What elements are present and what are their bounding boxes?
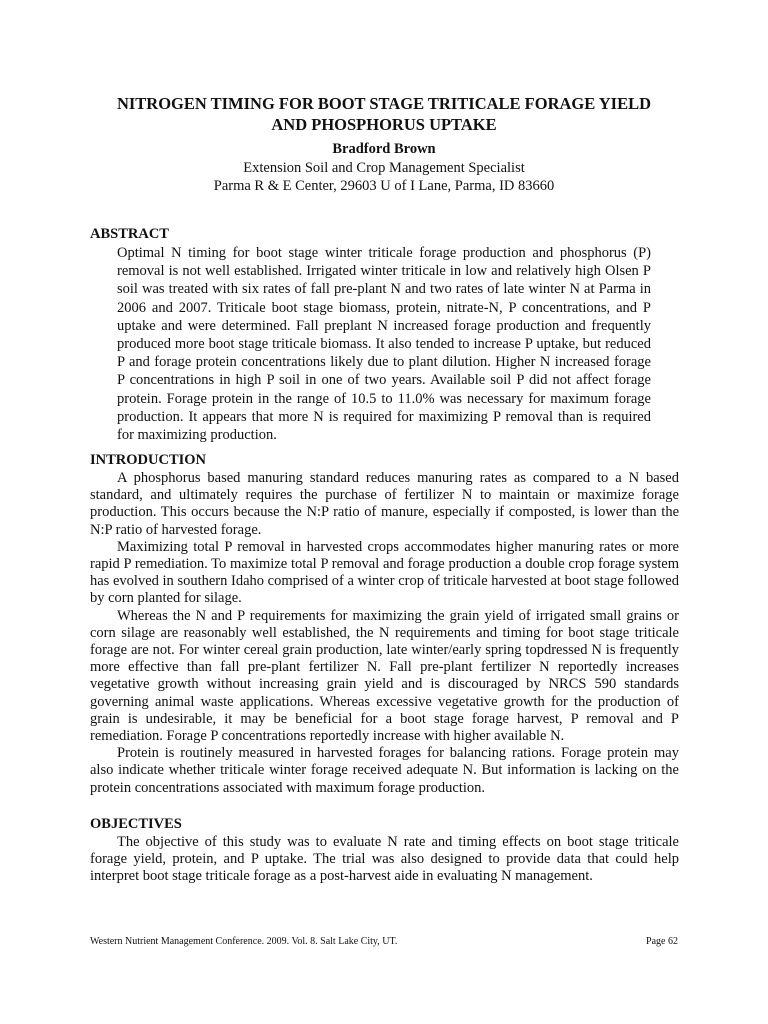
objectives-body (90, 834, 679, 886)
introduction-paragraph: Whereas the N and P requirements for maximizing the grain yield of irrigated small grains or corn silage are reasonably well established, the N requirements and timing for boot stage triticale forage are not. For winter cereal grain production, late winter/early spring topdressed N is frequently more effective than fall pre-plant fertilizer N. Fall pre-plant fertilizer N reportedly increases vegetative growth without increasing grain yield and is discouraged by NRCS 590 standards governing animal waste applications. Whereas excessive vegetative growth for the production of grain is undesirable, it may be beneficial for a boot stage forage harvest, P removal and P remediation. Forage P concentrations reportedly increase with higher available N. (90, 607, 679, 745)
introduction-paragraph: Maximizing total P removal in harvested crops accommodates higher manuring rates or more rapid P remediation. To maximize total P removal and forage production a double crop forage system has evolved in southern Idaho comprised of a winter crop of triticale harvested at boot stage followed by corn planted for silage. (90, 538, 679, 607)
abstract-heading: ABSTRACT (90, 226, 169, 242)
abstract-text: Optimal N timing for boot stage winter triticale forage production and phosphorus (P) removal is not well established. Irrigated winter triticale in low and relatively high Olsen P soil was treated with six rates of fall pre-plant N and two rates of late winter N at Parma in 2006 and 2007. Triticale boot stage biomass, protein, nitrate-N, P concentrations, and P uptake and were determined. Fall preplant N increased forage production and frequently produced more boot stage triticale biomass. It also tended to increase P uptake, but reduced P and forage protein concentrations likely due to plant dilution. Higher N increased forage P concentrations in high P soil in one of two years. Available soil P did not affect forage protein. Forage protein in the range of 10.5 to 11.0% was necessary for maximum forage production. It appears that more N is required for maximizing P removal than is required for maximizing production. (117, 245, 651, 444)
title-line-2: AND PHOSPHORUS UPTAKE (271, 115, 497, 134)
introduction-paragraph: A phosphorus based manuring standard reduces manuring rates as compared to a N based standard, and ultimately requires the purchase of fertilizer N to maintain or maximize forage production. This occurs because the N:P ratio of manure, especially if composted, is lower than the N:P ratio of harvested forage. (90, 470, 679, 538)
author-position: Extension Soil and Crop Management Specialist (243, 159, 525, 176)
author-name: Bradford Brown (332, 141, 436, 157)
introduction-body (90, 470, 679, 797)
objectives-paragraph: The objective of this study was to evaluate N rate and timing effects on boot stage triticale forage yield, protein, and P uptake. The trial was also designed to provide data that could help interpret boot stage triticale forage as a post-harvest aide in evaluating N management. (90, 834, 679, 885)
author-address: Parma R & E Center, 29603 U of I Lane, Parma, ID 83660 (213, 178, 555, 194)
paper-title (60, 93, 708, 135)
introduction-heading: INTRODUCTION (90, 452, 207, 468)
introduction-paragraph: Protein is routinely measured in harvested forages for balancing rations. Forage protein may also indicate whether triticale winter forage received adequate N. But information is lacking on the protein concentrations associated with maximum forage production. (90, 745, 679, 796)
title-line-1: NITROGEN TIMING FOR BOOT STAGE TRITICALE FORAGE YIELD (116, 94, 652, 113)
author-block (60, 140, 708, 196)
footer-citation: Western Nutrient Management Conference. 2009. Vol. 8. Salt Lake City, UT. (90, 936, 398, 947)
footer-page-number: Page 62 (646, 936, 678, 947)
objectives-heading: OBJECTIVES (90, 816, 182, 832)
